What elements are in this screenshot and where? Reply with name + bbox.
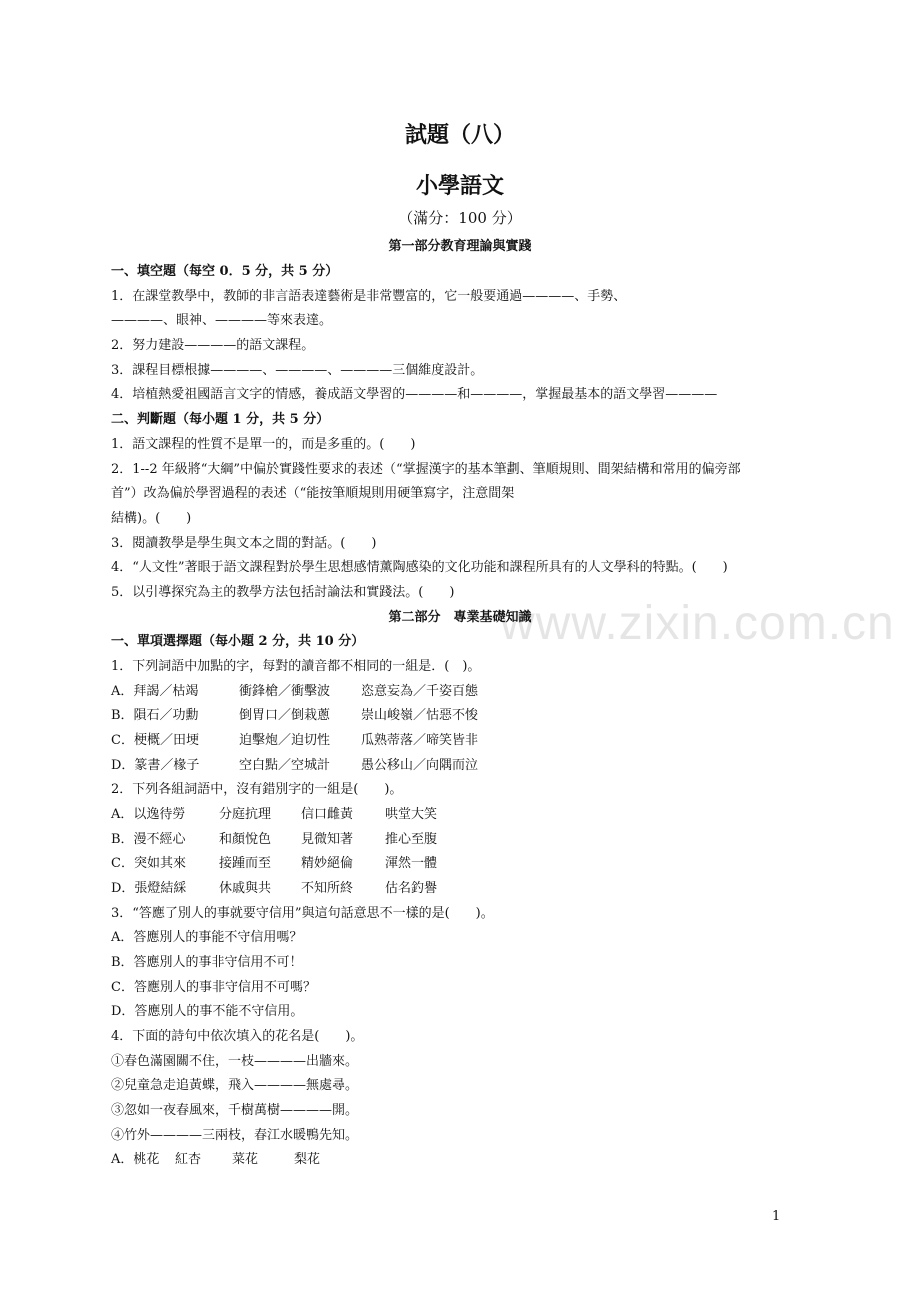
option-part: A．拜謁／枯竭 <box>111 684 199 699</box>
option-part: 和顏悅色 <box>219 832 272 847</box>
mc-q2-option-a <box>111 806 437 824</box>
mc-q3-option-b: B．答應別人的事非守信用不可！ <box>111 955 303 970</box>
tf-q2-line2: 首”）改為偏於學習過程的表述（“能按筆順規則用硬筆寫字，注意間架 <box>111 486 515 501</box>
mc-q1-option-c <box>111 732 478 750</box>
fill-q4: 4．培植熱愛祖國語言文字的情感，養成語文學習的————和————，掌握最基本的語文學習———— <box>111 387 718 402</box>
multiple-choice-heading: 一、單項選擇題（每小題 2 分，共 10 分） <box>111 634 365 649</box>
option-part: D．張燈結綵 <box>111 881 187 896</box>
mc-q3-option-a: A．答應別人的事能不守信用嗎？ <box>111 930 303 945</box>
option-part: 推心至腹 <box>385 832 438 847</box>
poem-line-2: ②兒童急走追黃蝶，飛入————無處尋。 <box>111 1078 359 1093</box>
mc-q2-option-b <box>111 831 437 849</box>
tf-q2-line1: 2．1--2 年級將“大綱”中偏於實踐性要求的表述（“掌握漢字的基本筆劃、筆順規則、間架結構和常用的偏旁部 <box>111 462 741 477</box>
option-part: 瓜熟蒂落／啼笑皆非 <box>361 733 479 748</box>
option-part: 估名釣譽 <box>385 881 438 896</box>
option-part: 精妙絕倫 <box>301 856 354 871</box>
option-part: 崇山峻嶺／怙惡不悛 <box>361 708 479 723</box>
option-part: 倒胃口／倒栽蔥 <box>239 708 331 723</box>
mc-q3-stem: 3．“答應了別人的事就要守信用”與這句話意思不一樣的是( )。 <box>111 906 494 921</box>
watermark: www.zixin.com.cn <box>500 597 895 650</box>
option-part: 信口雌黃 <box>301 807 354 822</box>
tf-q2-line3: 結構)。( ) <box>111 511 192 526</box>
mc-q2-option-d <box>111 880 437 898</box>
fill-q3: 3．課程目標根據————、————、————三個維度設計。 <box>111 363 484 378</box>
option-part: A．桃花 <box>111 1152 160 1167</box>
exam-score: （滿分：100 分） <box>398 209 522 227</box>
mc-q1-stem: 1．下列詞語中加點的字，每對的讀音都不相同的一組是．( )。 <box>111 659 481 674</box>
fill-q2: 2．努力建設————的語文課程。 <box>111 338 315 353</box>
poem-line-1: ①春色滿園關不住，一枝————出牆來。 <box>111 1054 359 1069</box>
mc-q4-stem: 4．下面的詩句中依次填入的花名是( )。 <box>111 1029 364 1044</box>
option-part: 梨花 <box>294 1152 321 1167</box>
page-number: 1 <box>772 1209 781 1224</box>
poem-line-3: ③忽如一夜春風來，千樹萬樹————開。 <box>111 1103 359 1118</box>
mc-q3-option-d: D．答應別人的事不能不守信用。 <box>111 1004 304 1019</box>
option-part: B．漫不經心 <box>111 832 186 847</box>
fill-blank-heading: 一、填空題（每空 0．5 分，共 5 分） <box>111 264 339 279</box>
mc-q2-option-c <box>111 855 437 873</box>
option-part: C．梗概／田埂 <box>111 733 199 748</box>
poem-line-4: ④竹外————三兩枝，春江水暖鴨先知。 <box>111 1128 359 1143</box>
mc-q1-option-a <box>111 683 478 701</box>
mc-q1-option-b <box>111 707 478 725</box>
option-part: A．以逸待勞 <box>111 807 186 822</box>
exam-title: 試題（八） <box>404 122 515 148</box>
fill-q1-line1: 1．在課堂教學中，教師的非言語表達藝術是非常豐富的，它一般要通過————、手勢、 <box>111 289 627 304</box>
option-part: 愚公移山／向隅而泣 <box>361 758 479 773</box>
mc-q4-option-a <box>111 1151 320 1169</box>
fill-q1-line2: ————、眼神、————等來表達。 <box>111 313 333 328</box>
option-part: 接踵而至 <box>219 856 272 871</box>
option-part: 哄堂大笑 <box>385 807 438 822</box>
option-part: D．篆書／椽子 <box>111 758 200 773</box>
option-part: 分庭抗理 <box>219 807 272 822</box>
mc-q1-option-d <box>111 757 478 775</box>
tf-q4: 4．“人文性”著眼于語文課程對於學生思想感情薰陶感染的文化功能和課程所具有的人文學科的特點。( ) <box>111 560 728 575</box>
mc-q2-stem: 2．下列各組詞語中，沒有錯別字的一組是( )。 <box>111 782 403 797</box>
option-part: 恣意妄為／千姿百態 <box>361 684 479 699</box>
option-part: 空白點／空城計 <box>239 758 331 773</box>
true-false-heading: 二、判斷題（每小題 1 分，共 5 分） <box>111 412 330 427</box>
exam-subject: 小學語文 <box>415 173 504 199</box>
option-part: 休戚與共 <box>219 881 272 896</box>
option-part: 紅杏 <box>175 1152 202 1167</box>
option-part: B．隕石／功勳 <box>111 708 199 723</box>
option-part: 迫擊炮／迫切性 <box>239 733 331 748</box>
option-part: 衝鋒槍／衝擊波 <box>239 684 331 699</box>
option-part: 不知所終 <box>301 881 354 896</box>
tf-q1: 1．語文課程的性質不是單一的，而是多重的。( ) <box>111 437 416 452</box>
option-part: C．突如其來 <box>111 856 186 871</box>
tf-q5: 5．以引導探究為主的教學方法包括討論法和實踐法。( ) <box>111 585 455 600</box>
part1-heading: 第一部分教育理論與實踐 <box>388 239 532 254</box>
option-part: 見微知著 <box>301 832 354 847</box>
tf-q3: 3．閱讀教學是學生與文本之間的對話。( ) <box>111 536 377 551</box>
option-part: 渾然一體 <box>385 856 438 871</box>
part2-heading: 第二部分 專業基礎知識 <box>388 610 532 625</box>
mc-q3-option-c: C．答應別人的事非守信用不可嗎？ <box>111 980 316 995</box>
option-part: 菜花 <box>232 1152 259 1167</box>
